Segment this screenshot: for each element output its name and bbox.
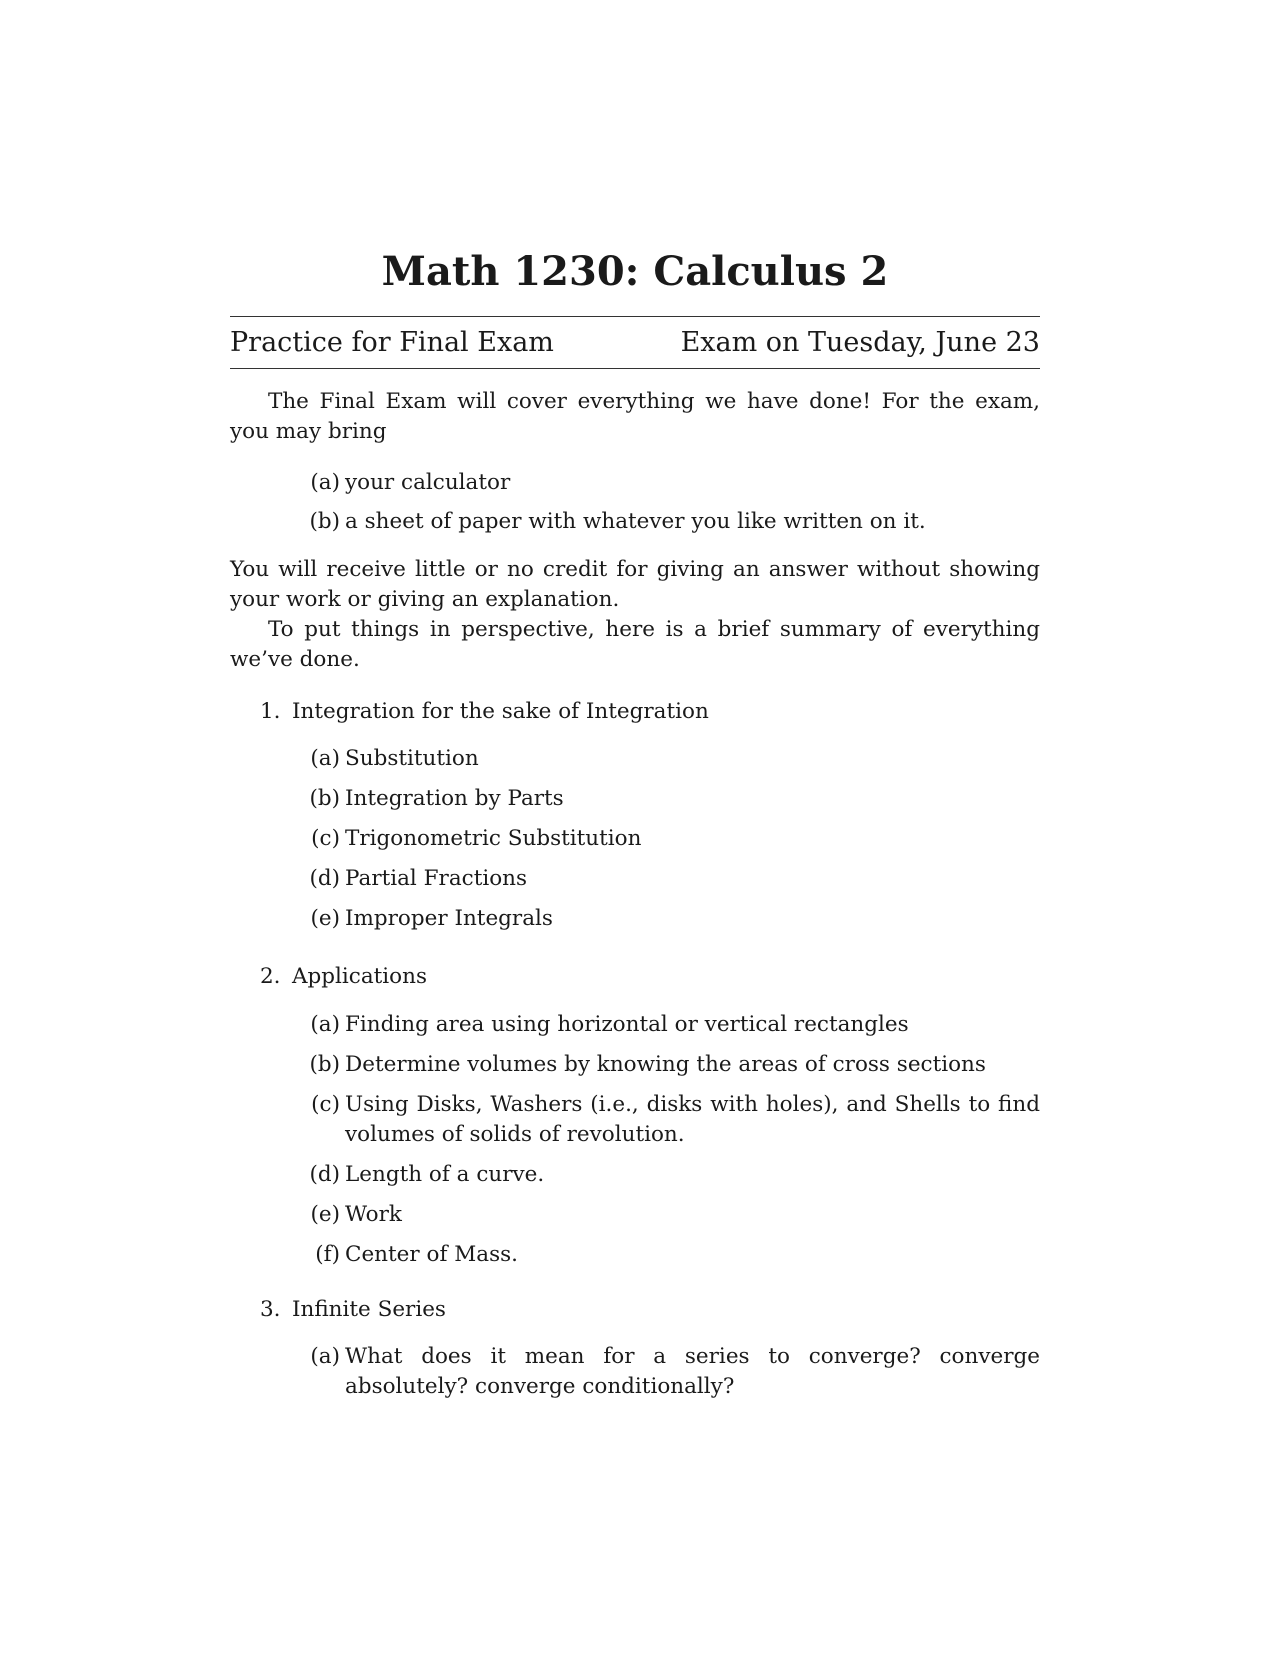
list-item-label: (d) <box>309 1162 340 1187</box>
list-item-text: your calculator <box>345 470 511 495</box>
list-item <box>230 1342 1040 1402</box>
topic-title: Infinite Series <box>292 1297 446 1322</box>
list-item <box>230 1240 1040 1270</box>
notes-section <box>230 555 1040 675</box>
topic-number: 2. <box>260 964 281 989</box>
topic-3-subtopics <box>230 1342 1040 1402</box>
topic-number: 3. <box>260 1297 281 1322</box>
header-right-text: Exam on Tuesday, June 23 <box>680 326 1040 358</box>
bring-list-section <box>230 468 1040 537</box>
list-item <box>230 1050 1040 1080</box>
list-item <box>230 864 1040 894</box>
list-item-text: Integration by Parts <box>345 786 564 811</box>
topic-item <box>230 1295 1040 1325</box>
list-item-label: (a) <box>310 1012 340 1037</box>
list-item-text: Using Disks, Washers (i.e., disks with holes), and Shells to find volumes of solids of revolution. <box>345 1092 1040 1147</box>
topic-number: 1. <box>260 699 281 724</box>
list-item-label: (b) <box>309 786 340 811</box>
list-item-label: (a) <box>310 746 340 771</box>
topic-2 <box>230 962 1040 992</box>
list-item-label: (d) <box>309 866 340 891</box>
list-item-label: (c) <box>311 1092 340 1117</box>
list-item <box>230 904 1040 934</box>
list-item-label: (a) <box>310 1344 340 1369</box>
credit-note: You will receive little or no credit for giving an answer without showing your work or giving an explanation. <box>230 557 1040 612</box>
page-title: Math 1230: Calculus 2 <box>381 248 889 295</box>
list-item-text: Center of Mass. <box>345 1242 518 1267</box>
summary-intro: To put things in perspective, here is a brief summary of everything we’ve done. <box>230 617 1040 672</box>
list-item-text: Substitution <box>345 746 479 771</box>
list-item <box>230 468 1040 498</box>
list-item <box>230 1160 1040 1190</box>
list-item <box>230 784 1040 814</box>
list-item-label: (e) <box>310 1202 340 1227</box>
list-item-text: a sheet of paper with whatever you like written on it. <box>345 509 926 534</box>
list-item <box>230 1200 1040 1230</box>
list-item <box>230 744 1040 774</box>
list-item-text: Work <box>345 1202 402 1227</box>
list-item-label: (b) <box>309 1052 340 1077</box>
topic-item <box>230 962 1040 992</box>
list-item-label: (a) <box>310 470 340 495</box>
intro-section <box>230 387 1040 447</box>
list-item-text: What does it mean for a series to converge? converge absolutely? converge conditionally? <box>345 1344 1040 1399</box>
list-item-label: (b) <box>309 509 340 534</box>
list-item-label: (f) <box>315 1242 340 1267</box>
list-item-label: (c) <box>311 826 340 851</box>
topic-3 <box>230 1295 1040 1325</box>
list-item-text: Partial Fractions <box>345 866 528 891</box>
intro-paragraph: The Final Exam will cover everything we have done! For the exam, you may bring <box>230 389 1040 444</box>
topic-2-subtopics <box>230 1010 1040 1270</box>
header-left-text: Practice for Final Exam <box>230 326 554 358</box>
header-rule-top <box>230 316 1040 317</box>
list-item <box>230 824 1040 854</box>
topic-title: Integration for the sake of Integration <box>292 699 709 724</box>
exam-header <box>230 322 1040 362</box>
header-rule-bottom <box>230 368 1040 369</box>
list-item-label: (e) <box>310 906 340 931</box>
topic-1-subtopics <box>230 744 1040 934</box>
list-item <box>230 1010 1040 1040</box>
topic-title: Applications <box>292 964 428 989</box>
list-item-text: Finding area using horizontal or vertical rectangles <box>345 1012 909 1037</box>
topic-item <box>230 697 1040 727</box>
list-item-text: Trigonometric Substitution <box>345 826 642 851</box>
list-item <box>230 507 1040 537</box>
list-item-text: Length of a curve. <box>345 1162 545 1187</box>
bring-list <box>230 468 1040 537</box>
list-item <box>230 1090 1040 1150</box>
list-item-text: Improper Integrals <box>345 906 553 931</box>
list-item-text: Determine volumes by knowing the areas of cross sections <box>345 1052 986 1077</box>
topic-1 <box>230 697 1040 727</box>
